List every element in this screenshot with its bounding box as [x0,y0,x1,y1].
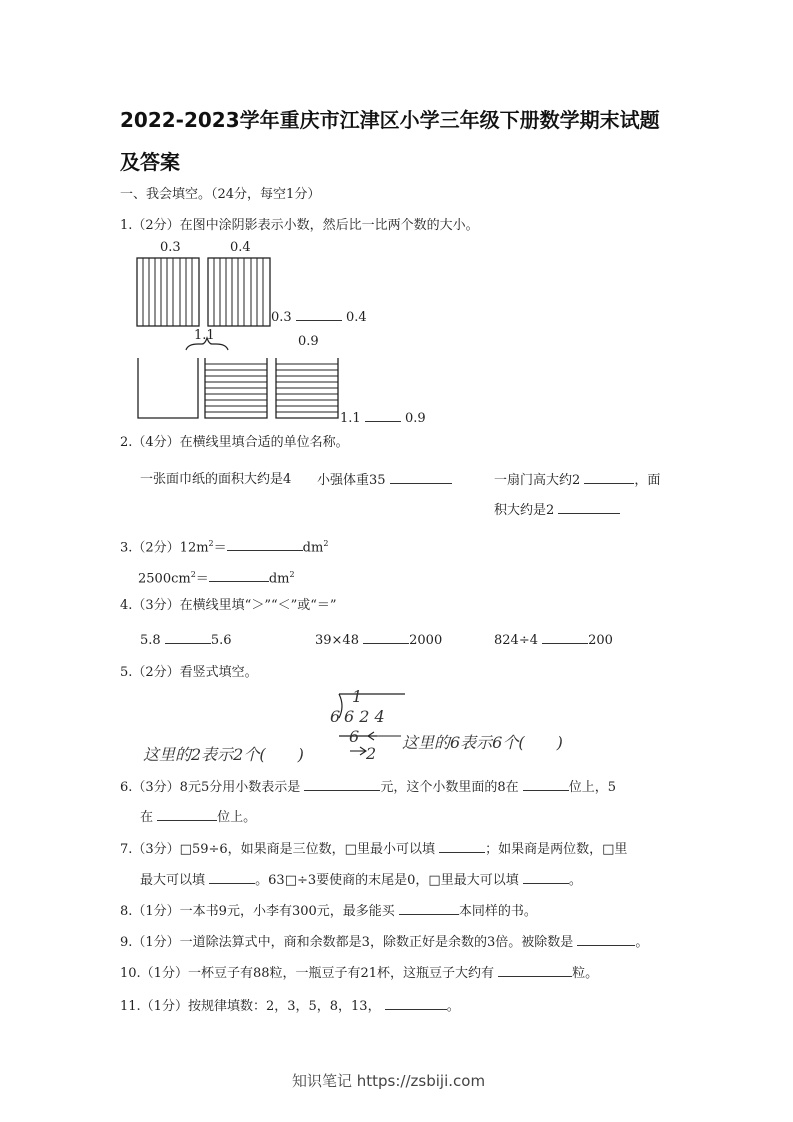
q4-b-blank[interactable] [363,631,409,644]
q3-unit1: dm [302,540,324,556]
q2-item-a: 一张面巾纸的面积大约是4 [140,472,292,487]
q7-blank-3[interactable] [523,871,569,884]
q2-item-b [317,471,452,490]
figure-label-c: 1.1 [194,328,215,343]
q4-a-left: 5.8 [140,633,161,648]
q6-line2b: 位上。 [217,810,257,825]
compare-row-2 [340,409,426,428]
q6-line1c: 位上，5 [568,780,617,795]
division-divisor: 6 [330,707,341,726]
question-1-text: 1.（2分）在图中涂阴影表示小数，然后比一比两个数的大小。 [120,218,479,233]
q10-blank[interactable] [498,964,572,977]
compare-1-right: 0.4 [345,310,367,325]
question-2-text: 2.（4分）在横线里填合适的单位名称。 [120,435,349,450]
figure-label-b: 0.4 [230,240,251,255]
q9-tail: 。 [635,935,649,950]
q4-c-right: 200 [588,633,613,648]
compare-row-1 [271,308,367,327]
question-11 [120,997,460,1016]
q3-sup-2: 2 [323,539,329,548]
q8-text: 8.（1分）一本书9元，小李有300元，最多能买 [120,904,395,919]
q6-line1a: 6.（3分）8元5分用小数表示是 [120,780,301,795]
q10-tail: 粒。 [572,966,599,981]
q2-d-blank[interactable] [558,501,620,514]
q3-blank-1[interactable] [227,538,303,551]
q10-text: 10.（1分）一杯豆子有88粒，一瓶豆子有21杯，这瓶豆子大约有 [120,966,495,981]
question-3-line1 [120,535,328,557]
q4-b-right: 2000 [409,633,443,648]
q2-b-blank[interactable] [390,471,452,484]
q2-item-c-tail: ，面 [634,473,661,488]
q4-item-a [140,631,232,650]
q6-blank-2[interactable] [523,778,569,791]
q8-blank[interactable] [399,902,459,915]
section-heading: 一、我会填空。（24分，每空1分） [120,187,321,202]
question-5-text: 5.（2分）看竖式填空。 [120,665,258,680]
page-title-line2: 及答案 [120,150,180,174]
q6-blank-1[interactable] [304,778,380,791]
compare-1-blank[interactable] [296,308,342,321]
q2-item-d-text: 积大约是2 [494,503,555,518]
question-6-line1 [120,778,616,797]
q6-line2a: 在 [140,810,154,825]
q3-sup-3: 2 [190,570,196,579]
division-note-left: 这里的2表示2个( ) [143,745,304,764]
division-dividend: 6 2 4 [344,707,385,726]
q2-item-c [494,471,660,490]
q7-line2a: 最大可以填 [140,873,206,888]
q2-item-b-text: 小强体重35 [317,473,386,488]
arrow-annotations [346,728,406,758]
q6-blank-3[interactable] [157,808,217,821]
q3-sup: 2 [208,539,214,548]
q4-c-left: 824÷4 [494,633,538,648]
compare-2-blank[interactable] [365,409,401,422]
q3-eq2: ＝ [195,571,209,587]
q4-item-b [315,631,442,650]
q3-eq1: ＝ [213,540,227,556]
q11-text: 11.（1分）按规律填数：2，3，5，8，13， [120,999,381,1014]
question-6-line2 [140,808,256,827]
q2-item-c-text: 一扇门高大约2 [494,473,581,488]
q7-blank-2[interactable] [209,871,255,884]
compare-2-right: 0.9 [404,411,426,426]
q7-blank-1[interactable] [439,840,485,853]
q8-tail: 本同样的书。 [458,904,537,919]
q9-blank[interactable] [577,933,635,946]
q4-b-left: 39×48 [315,633,359,648]
q11-blank[interactable] [385,997,447,1010]
q3-text: 3.（2分）12m [120,540,209,556]
question-7-line1 [120,840,627,859]
question-7-line2 [140,871,582,890]
question-10 [120,964,598,983]
compare-2-left: 1.1 [340,411,361,426]
question-4-text: 4.（3分）在横线里填“＞”“＜”或“＝” [120,598,337,613]
q11-tail: 。 [446,999,460,1014]
q4-a-right: 5.6 [210,633,232,648]
q3-line2-text: 2500cm [138,571,191,587]
q4-a-blank[interactable] [165,631,211,644]
page-title-line1: 2022-2023学年重庆市江津区小学三年级下册数学期末试题 [120,108,660,132]
question-3-line2 [138,566,295,588]
q3-sup-4: 2 [289,570,295,579]
q2-c-blank[interactable] [584,471,634,484]
q7-line2b: 。63□÷3要使商的末尾是0，□里最大可以填 [255,873,519,888]
division-note-right: 这里的6表示6个( ) [402,733,563,752]
q2-item-d [494,501,620,520]
q7-line1a: 7.（3分）□59÷6，如果商是三位数，□里最小可以填 [120,842,435,857]
question-9 [120,933,648,952]
q6-line1b: 元，这个小数里面的8在 [380,780,519,795]
q3-unit2: dm [268,571,290,587]
division-quotient: 1 [352,687,363,706]
footer-watermark: 知识笔记 https://zsbiji.com [292,1072,486,1090]
division-remainder: 2 [366,744,377,763]
division-product: 6 [349,727,360,746]
q4-c-blank[interactable] [542,631,588,644]
q7-line2c: 。 [568,873,582,888]
compare-1-left: 0.3 [271,310,292,325]
figure-label-d: 0.9 [298,334,319,349]
figure-label-a: 0.3 [160,240,181,255]
q9-text: 9.（1分）一道除法算式中，商和余数都是3，除数正好是余数的3倍。被除数是 [120,935,574,950]
question-8 [120,902,537,921]
q7-line1b: ；如果商是两位数，□里 [485,842,628,857]
q3-blank-2[interactable] [209,569,269,582]
q4-item-c [494,631,613,650]
